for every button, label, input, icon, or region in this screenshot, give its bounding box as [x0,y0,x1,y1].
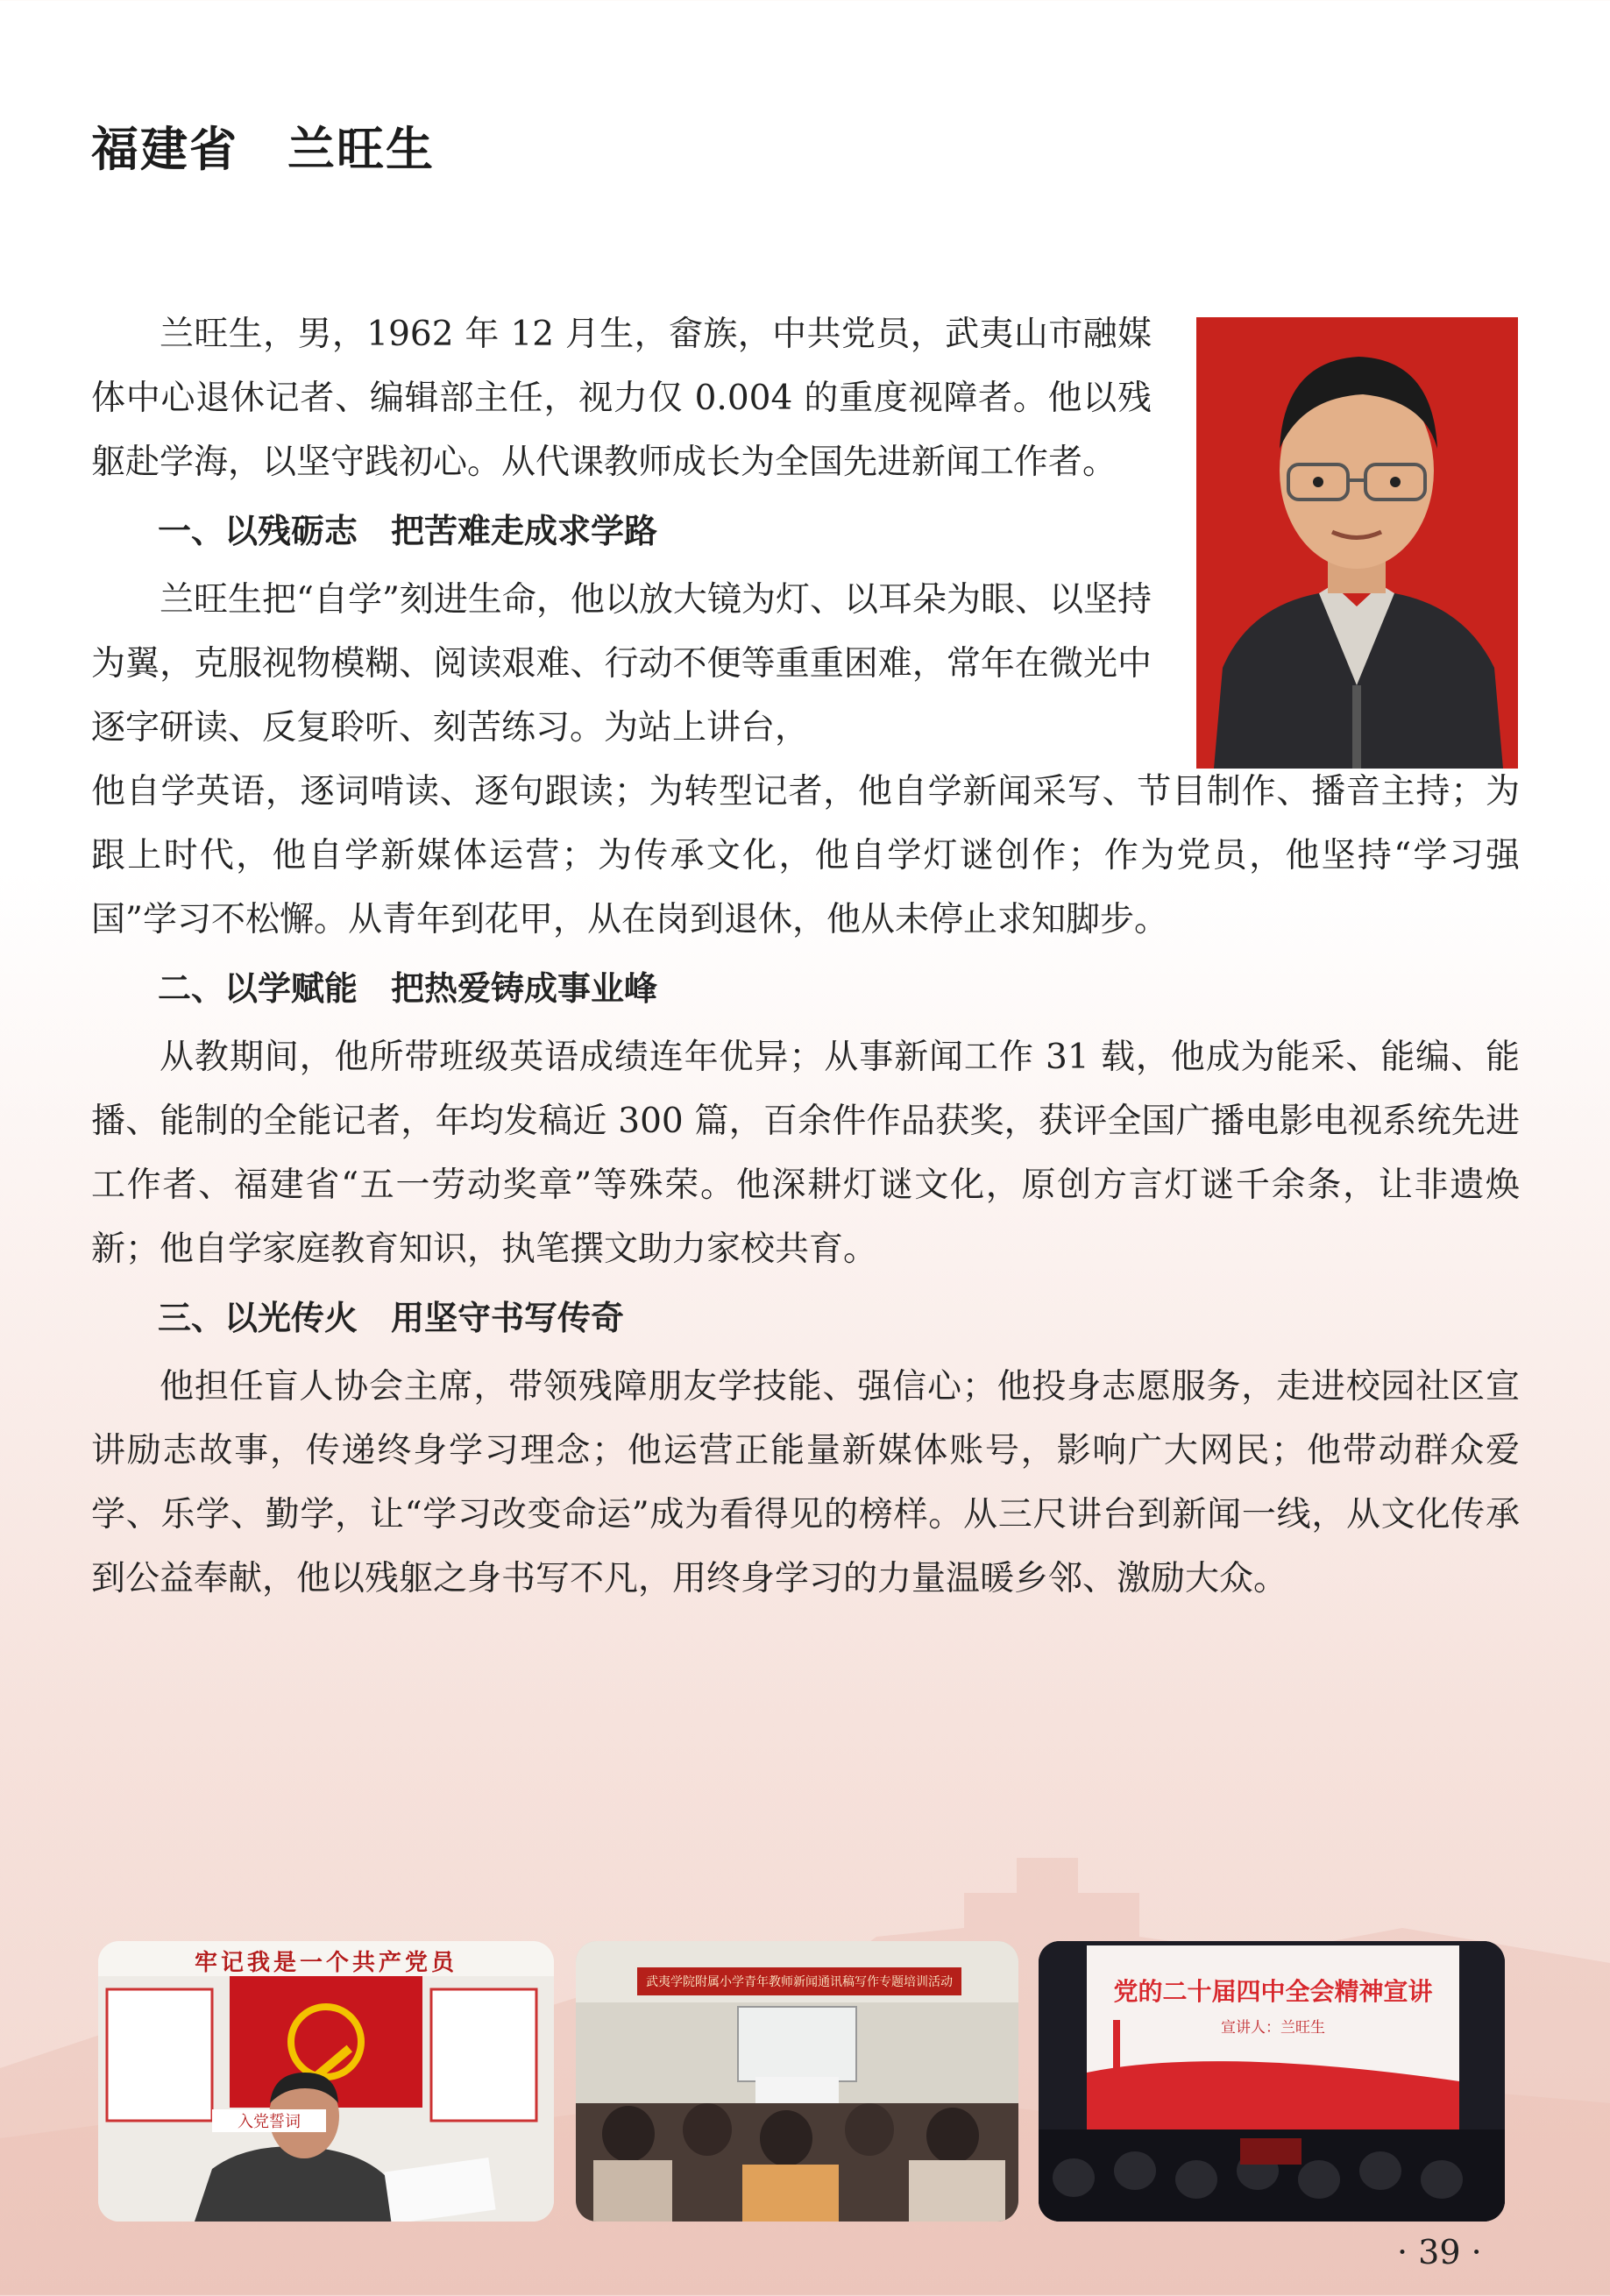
photo-3-title: 党的二十届四中全会精神宣讲 [1113,1977,1433,2006]
section-3-heading: 三、以光传火 用坚守书写传奇 [158,1299,625,1337]
photo-3-speaker: 宣讲人：兰旺生 [1221,2019,1325,2037]
section-1-heading: 一、以残砺志 把苦难走成求学路 [158,512,658,550]
article-body [91,302,1520,1611]
photo-party-oath-wall [98,1941,554,2222]
photo-1-board-label: 入党誓词 [212,2109,326,2132]
section-2-paragraph: 从教期间，他所带班级英语成绩连年优异；从事新闻工作 31 载，他成为能采、能编、能播、能制的全能记者，年均发稿近 300 篇，百余件作品获奖，获评全国广播电影电视系统先进工作者、福建省“五一劳动奖章”等殊荣。他深耕灯谜文化，原创方言灯谜千余条，让非遗焕新；他自学家庭教育知识，执笔撰文助力家校共育。 [91,1038,1520,1269]
photo-lecture-hall [1039,1941,1505,2222]
photo-1-banner: 牢记我是一个共产党员 [194,1950,457,1976]
section-2-heading: 二、以学赋能 把热爱铸成事业峰 [158,969,658,1008]
photo-classroom-training [576,1941,1018,2222]
page-title: 福建省 兰旺生 [91,122,435,177]
photo-2-banner: 武夷学院附属小学青年教师新闻通讯稿写作专题培训活动 [646,1975,953,1989]
section-1-paragraph-1: 兰旺生把“自学”刻进生命，他以放大镜为灯、以耳朵为眼、以坚持为翼，克服视物模糊、阅读艰难、行动不便等重重困难，常年在微光中逐字研读、反复聆听、刻苦练习。为站上讲台， [91,580,1152,748]
section-1-paragraph-2: 他自学英语，逐词啃读、逐句跟读；为转型记者，他自学新闻采写、节目制作、播音主持；为跟上时代，他自学新媒体运营；为传承文化，他自学灯谜创作；作为党员，他坚持“学习强国”学习不松懈。从青年到花甲，从在岗到退休，他从未停止求知脚步。 [91,772,1520,939]
section-3-paragraph: 他担任盲人协会主席，带领残障朋友学技能、强信心；他投身志愿服务，走进校园社区宣讲励志故事，传递终身学习理念；他运营正能量新媒体账号，影响广大网民；他带动群众爱学、乐学、勤学，让“学习改变命运”成为看得见的榜样。从三尺讲台到新闻一线，从文化传承到公益奉献，他以残躯之身书写不凡，用终身学习的力量温暖乡邻、激励大众。 [91,1367,1520,1598]
intro-paragraph: 兰旺生，男，1962 年 12 月生，畲族，中共党员，武夷山市融媒体中心退休记者、编辑部主任，视力仅 0.004 的重度视障者。他以残躯赴学海，以坚守践初心。从代课教师成长为全国先进新闻工作者。 [91,315,1152,482]
page-number: · 39 · [1397,2233,1482,2271]
